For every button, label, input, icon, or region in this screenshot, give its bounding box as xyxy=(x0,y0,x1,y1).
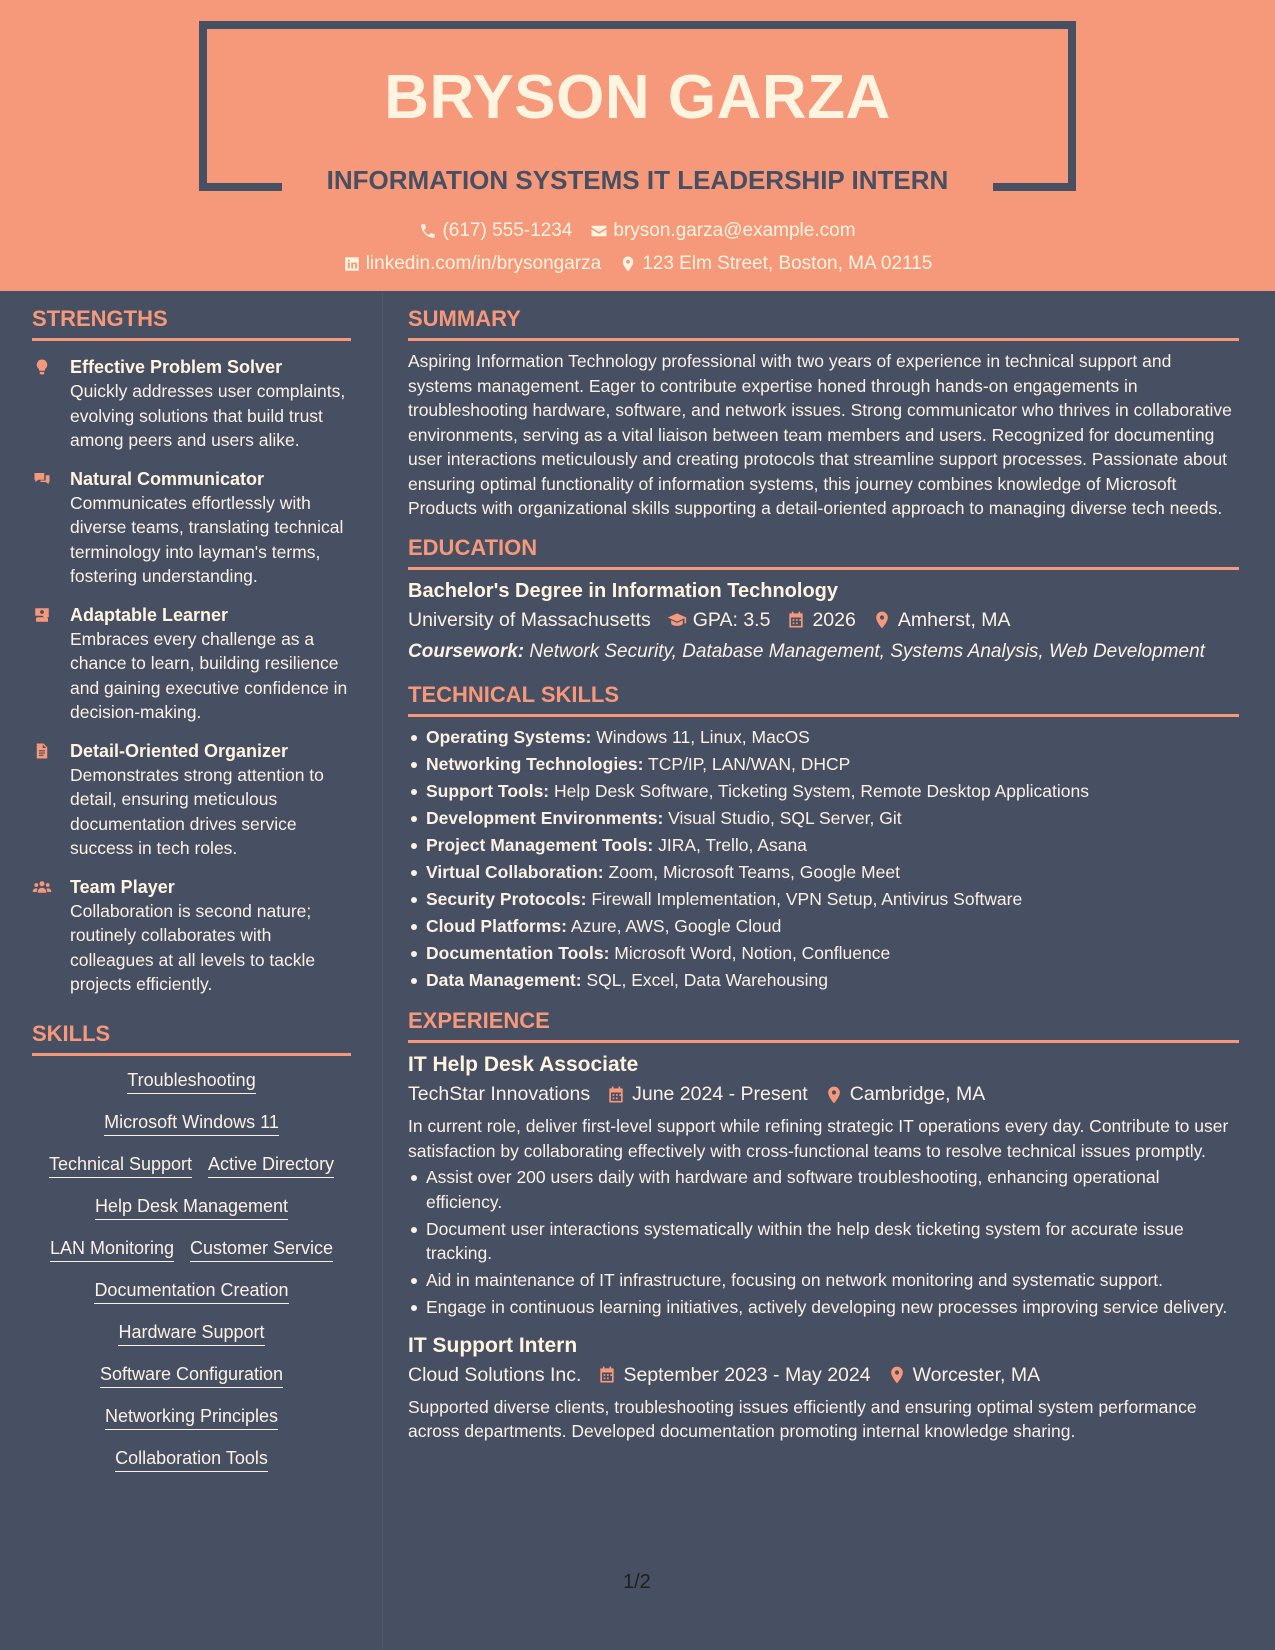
list-item: Engage in continuous learning initiatives, actively developing new processes improving service delivery. xyxy=(408,1295,1239,1320)
list-item: Operating Systems: Windows 11, Linux, MacOS xyxy=(408,725,1239,750)
candidate-name: BRYSON GARZA xyxy=(384,63,891,132)
contact-phone[interactable] xyxy=(419,220,572,242)
strength-title: Effective Problem Solver xyxy=(70,357,283,377)
strength-title: Detail-Oriented Organizer xyxy=(70,740,289,761)
list-item: Document user interactions systematically within the help desk ticketing system for accurate issue tracking. xyxy=(408,1217,1239,1266)
contact-address xyxy=(619,253,932,275)
list-item: Support Tools: Help Desk Software, Ticketing System, Remote Desktop Applications xyxy=(408,779,1239,804)
summary-text: Aspiring Information Technology professional with two years of experience in technical support and systems management. Eager to contribute expertise honed through hands-on engagements in troubleshooting hardware, software, and network issues. Strong communicator who thrives in collaborative environments, serving as a vital liaison between team members and users. Recognized for documenting user interactions meticulously and creating protocols that streamline support processes. Passionate about ensuring optimal functionality of information systems, this journey combines knowledge of Microsoft Products with organizational skills supporting a detail-oriented approach to managing diverse tech needs. xyxy=(408,351,1232,518)
linkedin-text: linkedin.com/in/brysongarza xyxy=(365,253,602,274)
coursework xyxy=(408,640,1239,664)
job-meta xyxy=(408,1364,1239,1387)
strength-desc: Communicates effortlessly with diverse teams, translating technical terminology into layman's terms, fostering understanding. xyxy=(70,492,344,586)
skill-tag: Microsoft Windows 11 xyxy=(104,1112,279,1136)
job-description: In current role, deliver first-level support while refining strategic IT operations every day. Contribute to user satisfaction by collaborating effectively with cross-functional teams to resolve technical issues promptly. xyxy=(408,1116,1229,1161)
coursework-list: Network Security, Database Management, Systems Analysis, Web Development xyxy=(529,640,1205,662)
left-column xyxy=(32,306,351,1472)
phone-text: (617) 555-1234 xyxy=(442,220,573,241)
list-item: Aid in maintenance of IT infrastructure, focusing on network monitoring and systematic support. xyxy=(408,1268,1239,1293)
contact-row xyxy=(0,220,1275,242)
column-divider xyxy=(382,291,383,1650)
strength-desc: Quickly addresses user complaints, evolving solutions that build trust among peers and users alike. xyxy=(70,381,346,450)
strength-item xyxy=(32,355,351,453)
strength-title: Team Player xyxy=(70,876,175,897)
graduation-cap-icon xyxy=(667,610,687,630)
list-item: Virtual Collaboration: Zoom, Microsoft Teams, Google Meet xyxy=(408,860,1239,885)
strength-title: Natural Communicator xyxy=(70,468,265,489)
candidate-title: INFORMATION SYSTEMS IT LEADERSHIP INTERN xyxy=(326,165,949,195)
calendar-icon xyxy=(597,1365,617,1385)
skill-tag: Troubleshooting xyxy=(127,1070,255,1094)
skill-tag: Technical Support xyxy=(49,1154,192,1178)
summary-heading: SUMMARY xyxy=(408,306,1239,341)
strengths-heading: STRENGTHS xyxy=(32,306,351,341)
resume-header xyxy=(0,0,1275,291)
gpa-text: GPA: 3.5 xyxy=(692,608,771,631)
job-location: Cambridge, MA xyxy=(849,1083,986,1105)
list-item: Data Management: SQL, Excel, Data Warehousing xyxy=(408,968,1239,993)
skill-tag: Software Configuration xyxy=(100,1364,283,1388)
list-item: Security Protocols: Firewall Implementation, VPN Setup, Antivirus Software xyxy=(408,887,1239,912)
contact-row xyxy=(0,253,1275,275)
contact-linkedin[interactable] xyxy=(343,253,602,275)
skills-list xyxy=(32,1070,351,1472)
skill-tag: Customer Service xyxy=(190,1238,333,1262)
degree-title: Bachelor's Degree in Information Technology xyxy=(408,579,839,602)
job-dates: June 2024 - Present xyxy=(632,1083,808,1105)
company-name: TechStar Innovations xyxy=(408,1083,591,1105)
job-title: IT Help Desk Associate xyxy=(408,1053,639,1076)
coursework-label: Coursework: xyxy=(408,640,525,662)
envelope-icon xyxy=(590,222,608,240)
skill-tag: Help Desk Management xyxy=(95,1196,288,1220)
contact-email[interactable] xyxy=(590,220,855,242)
right-column xyxy=(408,306,1239,1444)
comments-icon xyxy=(32,470,52,488)
list-item: Project Management Tools: JIRA, Trello, Asana xyxy=(408,833,1239,858)
strength-title: Adaptable Learner xyxy=(70,604,229,625)
location-pin-icon xyxy=(619,255,637,273)
skill-tag: Documentation Creation xyxy=(94,1280,288,1304)
teacher-icon xyxy=(32,606,52,624)
education-heading: EDUCATION xyxy=(408,535,1239,570)
job-title: IT Support Intern xyxy=(408,1333,578,1357)
strength-item xyxy=(32,875,351,997)
skill-tag: Active Directory xyxy=(208,1154,334,1178)
technical-skills-heading: TECHNICAL SKILLS xyxy=(408,682,1239,717)
location-pin-icon xyxy=(887,1365,907,1385)
school-location: Amherst, MA xyxy=(897,608,1011,631)
job-description: Supported diverse clients, troubleshooting issues efficiently and ensuring optimal system performance across departments. Developed documentation promoting internal knowledge sharing. xyxy=(408,1396,1197,1441)
skill-tag: LAN Monitoring xyxy=(50,1238,174,1262)
strength-item xyxy=(32,467,351,589)
job-dates: September 2023 - May 2024 xyxy=(623,1363,871,1386)
job-meta xyxy=(408,1083,1239,1106)
list-item: Cloud Platforms: Azure, AWS, Google Cloud xyxy=(408,914,1239,939)
list-item: Assist over 200 users daily with hardware and software troubleshooting, enhancing operational efficiency. xyxy=(408,1165,1239,1214)
document-icon xyxy=(32,742,52,760)
email-text: bryson.garza@example.com xyxy=(613,220,856,241)
skill-tag: Networking Principles xyxy=(105,1406,278,1430)
experience-heading: EXPERIENCE xyxy=(408,1008,1239,1043)
strength-desc: Embraces every challenge as a chance to learn, building resilience and gaining executive confidence in decision-making. xyxy=(70,628,348,722)
strength-desc: Demonstrates strong attention to detail, ensuring meticulous documentation drives service success in tech roles. xyxy=(70,764,324,858)
calendar-icon xyxy=(786,610,806,630)
list-item: Networking Technologies: TCP/IP, LAN/WAN, DHCP xyxy=(408,752,1239,777)
graduation-year: 2026 xyxy=(812,608,856,631)
location-pin-icon xyxy=(872,610,892,630)
address-text: 123 Elm Street, Boston, MA 02115 xyxy=(642,253,933,274)
education-meta xyxy=(408,609,1239,632)
header-frame xyxy=(199,21,1076,29)
linkedin-icon xyxy=(343,255,361,273)
users-icon xyxy=(32,878,52,896)
list-item: Documentation Tools: Microsoft Word, Notion, Confluence xyxy=(408,941,1239,966)
school-name: University of Massachusetts xyxy=(408,608,651,631)
lightbulb-icon xyxy=(32,358,52,376)
strength-desc: Collaboration is second nature; routinely collaborates with colleagues at all levels to tackle projects efficiently. xyxy=(70,900,316,994)
skill-tag: Collaboration Tools xyxy=(115,1448,268,1472)
company-name: Cloud Solutions Inc. xyxy=(408,1363,582,1386)
strength-item xyxy=(32,603,351,725)
calendar-icon xyxy=(606,1085,626,1105)
technical-skills-list xyxy=(408,725,1239,993)
location-pin-icon xyxy=(824,1085,844,1105)
phone-icon xyxy=(419,222,437,240)
job-location: Worcester, MA xyxy=(912,1363,1041,1386)
strength-item xyxy=(32,739,351,861)
skills-heading: SKILLS xyxy=(32,1021,351,1056)
list-item: Development Environments: Visual Studio, SQL Server, Git xyxy=(408,806,1239,831)
skill-tag: Hardware Support xyxy=(118,1322,264,1346)
job-bullets xyxy=(408,1165,1239,1320)
page-number: 1/2 xyxy=(623,1571,651,1593)
